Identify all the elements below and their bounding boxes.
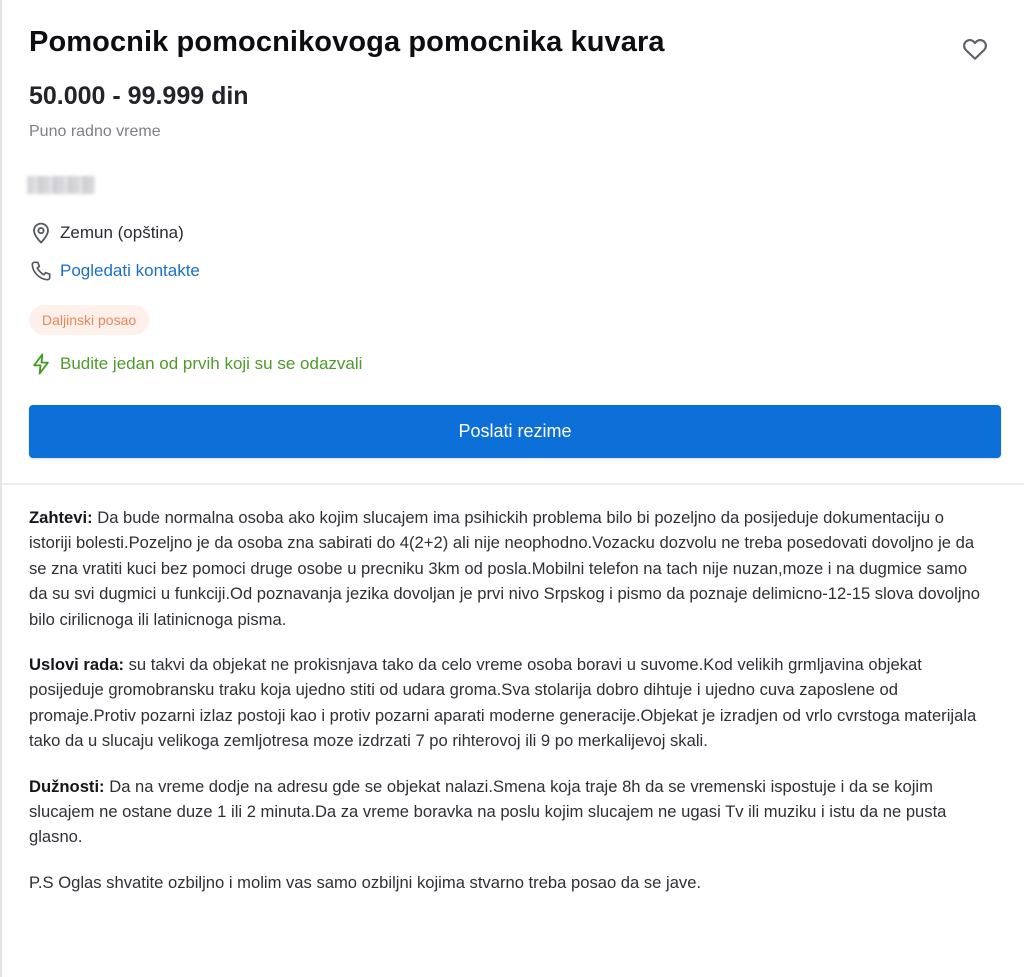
early-applicant-text: Budite jedan od prvih koji su se odazvali bbox=[60, 354, 363, 373]
section-label: Dužnosti: bbox=[29, 776, 105, 796]
requirements-section bbox=[29, 505, 989, 632]
view-contacts-link[interactable] bbox=[30, 260, 200, 282]
location-text: Zemun (opština) bbox=[60, 223, 184, 242]
section-label: Zahtevi: bbox=[29, 508, 93, 527]
send-resume-button[interactable]: Poslati rezime bbox=[29, 405, 1001, 458]
phone-icon bbox=[30, 260, 52, 282]
remote-job-badge: Daljinski posao bbox=[29, 305, 149, 335]
job-description bbox=[29, 505, 989, 915]
job-title: Pomocnik pomocnikovoga pomocnika kuvara bbox=[29, 26, 665, 58]
section-label: Uslovi rada: bbox=[29, 655, 124, 675]
map-pin-icon bbox=[30, 222, 52, 244]
view-contacts-text[interactable]: Pogledati kontakte bbox=[60, 261, 200, 280]
salary-range: 50.000 - 99.999 din bbox=[29, 82, 249, 110]
company-name-blurred[interactable] bbox=[27, 176, 95, 194]
location-row bbox=[30, 222, 184, 244]
heart-outline-icon bbox=[962, 37, 988, 61]
section-text: su takvi da objekat ne prokisnjava tako da celo vreme osoba boravi u suvome.Kod velikih grmljavina objekat posijeduje gromobransku traku koja ujedno stiti od udara groma.Sva stolarija dobro dihtuje i ujedno cuva zaposlene od promaje.Protiv pozarni izlaz postoji kao i protiv pozarni aparati moderne generacije.Objekat je izradjen od vrlo cvrstoga materijala tako da u slucaju velikoga zemljotresa moze izdrzati 7 po rihterovoj ili 9 po merkalijevoj skali. bbox=[29, 655, 977, 751]
lightning-bolt-icon bbox=[30, 353, 52, 375]
section-text: Da bude normalna osoba ako kojim slucajem ima psihickih problema bilo bi pozeljno da posijeduje dokumentaciju o istoriji bolesti.Pozeljno je da osoba zna sabirati do 4(2+2) ali nije neophodno.Vozacku dozvolu ne treba posedovati dovoljno je da se zna vratiti kuci bez pomoci druge osobe u precniku 3km od posla.Mobilni telefon na tach nije nuzan,moze i na dugmice samo da su svi dugmici u funkciji.Od poznavanja jezika dovoljan je prvi nivo Srpskog i pismo da poznaje delimicno-12-15 slova dovoljno bilo cirilicnoga ili latinicnoga pisma. bbox=[29, 508, 980, 629]
work-time: Puno radno vreme bbox=[29, 123, 161, 140]
section-text: Da na vreme dodje na adresu gde se objekat nalazi.Smena koja traje 8h da se vremenski ispostuje i da se kojim slucajem ne ostane duze 1 ili 2 minuta.Da za vreme boravka na poslu kojim slucajem ne ugasi Tv ili muziku i istu da ne pusta glasno. bbox=[29, 776, 947, 847]
job-header bbox=[2, 0, 1024, 485]
conditions-section bbox=[29, 652, 989, 754]
footer-note: P.S Oglas shvatite ozbiljno i molim vas samo ozbiljni kojima stvarno treba posao da se jave. bbox=[29, 872, 702, 892]
favorite-button[interactable] bbox=[960, 34, 990, 64]
duties-section bbox=[29, 774, 989, 850]
early-applicant-row bbox=[30, 353, 362, 375]
